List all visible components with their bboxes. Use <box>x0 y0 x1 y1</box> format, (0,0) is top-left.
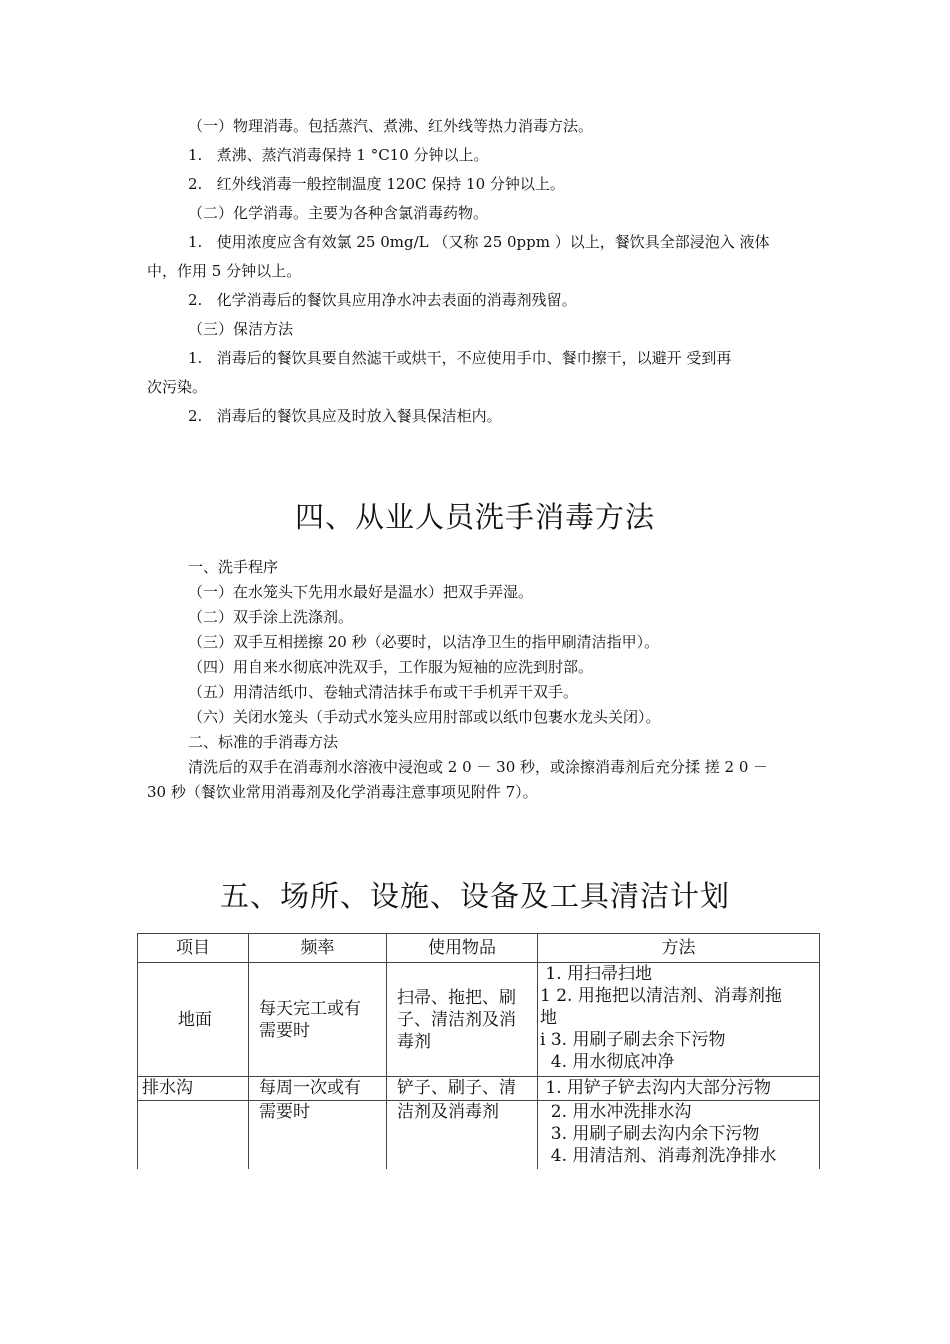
cell-frequency: 需要时 <box>249 1101 387 1169</box>
cleaning-plan-table <box>137 933 820 1169</box>
cell-item <box>138 1101 249 1169</box>
handwash-step: （二）双手涂上洗涤剂。 <box>188 608 354 626</box>
paragraph-hand-disinfection: 清洗后的双手在消毒剂水溶液中浸泡或 2 0 － 30 秒，或涂擦消毒剂后充分揉 搓 2 0 － <box>188 758 769 776</box>
cell-item: 排水沟 <box>138 1077 249 1101</box>
cell-supplies: 铲子、刷子、清 <box>387 1077 538 1101</box>
paragraph-dry-cont: 次污染。 <box>147 378 208 396</box>
cell-frequency: 每天完工或有 需要时 <box>249 963 387 1077</box>
column-header-item: 项目 <box>138 934 249 963</box>
handwash-step: （五）用清洁纸巾、卷轴式清洁抹手布或干手机弄干双手。 <box>188 683 579 701</box>
paragraph-physical-disinfection: （一）物理消毒。包括蒸汽、煮沸、红外线等热力消毒方法。 <box>188 117 594 135</box>
cell-method: 1. 用铲子铲去沟内大部分污物 <box>538 1077 820 1101</box>
cell-method: 1. 用扫帚扫地 1 2. 用拖把以清洁剂、消毒剂拖 地 i 3. 用刷子刷去余下污物 4. 用水彻底冲净 <box>538 963 820 1077</box>
column-header-method: 方法 <box>538 934 820 963</box>
table-row <box>138 1101 820 1169</box>
cell-frequency: 每周一次或有 <box>249 1077 387 1101</box>
paragraph-concentration: 1. 使用浓度应含有效氯 25 0mg/L （又称 25 0ppm ）以上，餐饮具全部浸泡入 液体 <box>188 233 770 251</box>
list-heading-handwash-steps: 一、洗手程序 <box>188 558 279 576</box>
column-header-supplies: 使用物品 <box>387 934 538 963</box>
table-row <box>138 1077 820 1101</box>
table-header-row <box>138 934 820 963</box>
paragraph-hand-disinfection-cont: 30 秒（餐饮业常用消毒剂及化学消毒注意事项见附件 7）。 <box>147 783 538 801</box>
cell-supplies: 洁剂及消毒剂 <box>387 1101 538 1169</box>
handwash-step: （一）在水笼头下先用水最好是温水）把双手弄湿。 <box>188 583 534 601</box>
paragraph-cabinet: 2. 消毒后的餐饮具应及时放入餐具保洁柜内。 <box>188 407 502 425</box>
section-title-cleaning-plan: 五、场所、设施、设备及工具清洁计划 <box>219 879 730 913</box>
paragraph-rinse: 2. 化学消毒后的餐饮具应用净水冲去表面的消毒剂残留。 <box>188 291 577 309</box>
paragraph-chemical-disinfection: （二）化学消毒。主要为各种含氯消毒药物。 <box>188 204 489 222</box>
paragraph-boiling: 1. 煮沸、蒸汽消毒保持 1 °C10 分钟以上。 <box>188 146 489 164</box>
paragraph-concentration-cont: 中，作用 5 分钟以上。 <box>147 262 302 280</box>
handwash-step: （六）关闭水笼头（手动式水笼头应用肘部或以纸巾包裹水龙头关闭）。 <box>188 708 661 726</box>
cell-item: 地面 <box>138 963 249 1077</box>
paragraph-dry: 1. 消毒后的餐饮具要自然滤干或烘干，不应使用手巾、餐巾擦干，以避开 受到再 <box>188 349 732 367</box>
paragraph-storage-method: （三）保洁方法 <box>188 320 294 338</box>
section-title-handwash: 四、从业人员洗手消毒方法 <box>294 500 655 534</box>
table-row <box>138 963 820 1077</box>
handwash-step: （三）双手互相搓擦 20 秒（必要时，以洁净卫生的指甲刷清洁指甲）。 <box>188 633 660 651</box>
list-heading-hand-disinfection: 二、标准的手消毒方法 <box>188 733 339 751</box>
cell-method: 2. 用水冲洗排水沟 3. 用刷子刷去沟内余下污物 4. 用清洁剂、消毒剂洗净排水 <box>538 1101 820 1169</box>
cell-supplies: 扫帚、拖把、刷 子、清洁剂及消 毒剂 <box>387 963 538 1077</box>
paragraph-infrared: 2. 红外线消毒一般控制温度 120C 保持 10 分钟以上。 <box>188 175 565 193</box>
handwash-step: （四）用自来水彻底冲洗双手，工作服为短袖的应洗到肘部。 <box>188 658 594 676</box>
column-header-frequency: 频率 <box>249 934 387 963</box>
